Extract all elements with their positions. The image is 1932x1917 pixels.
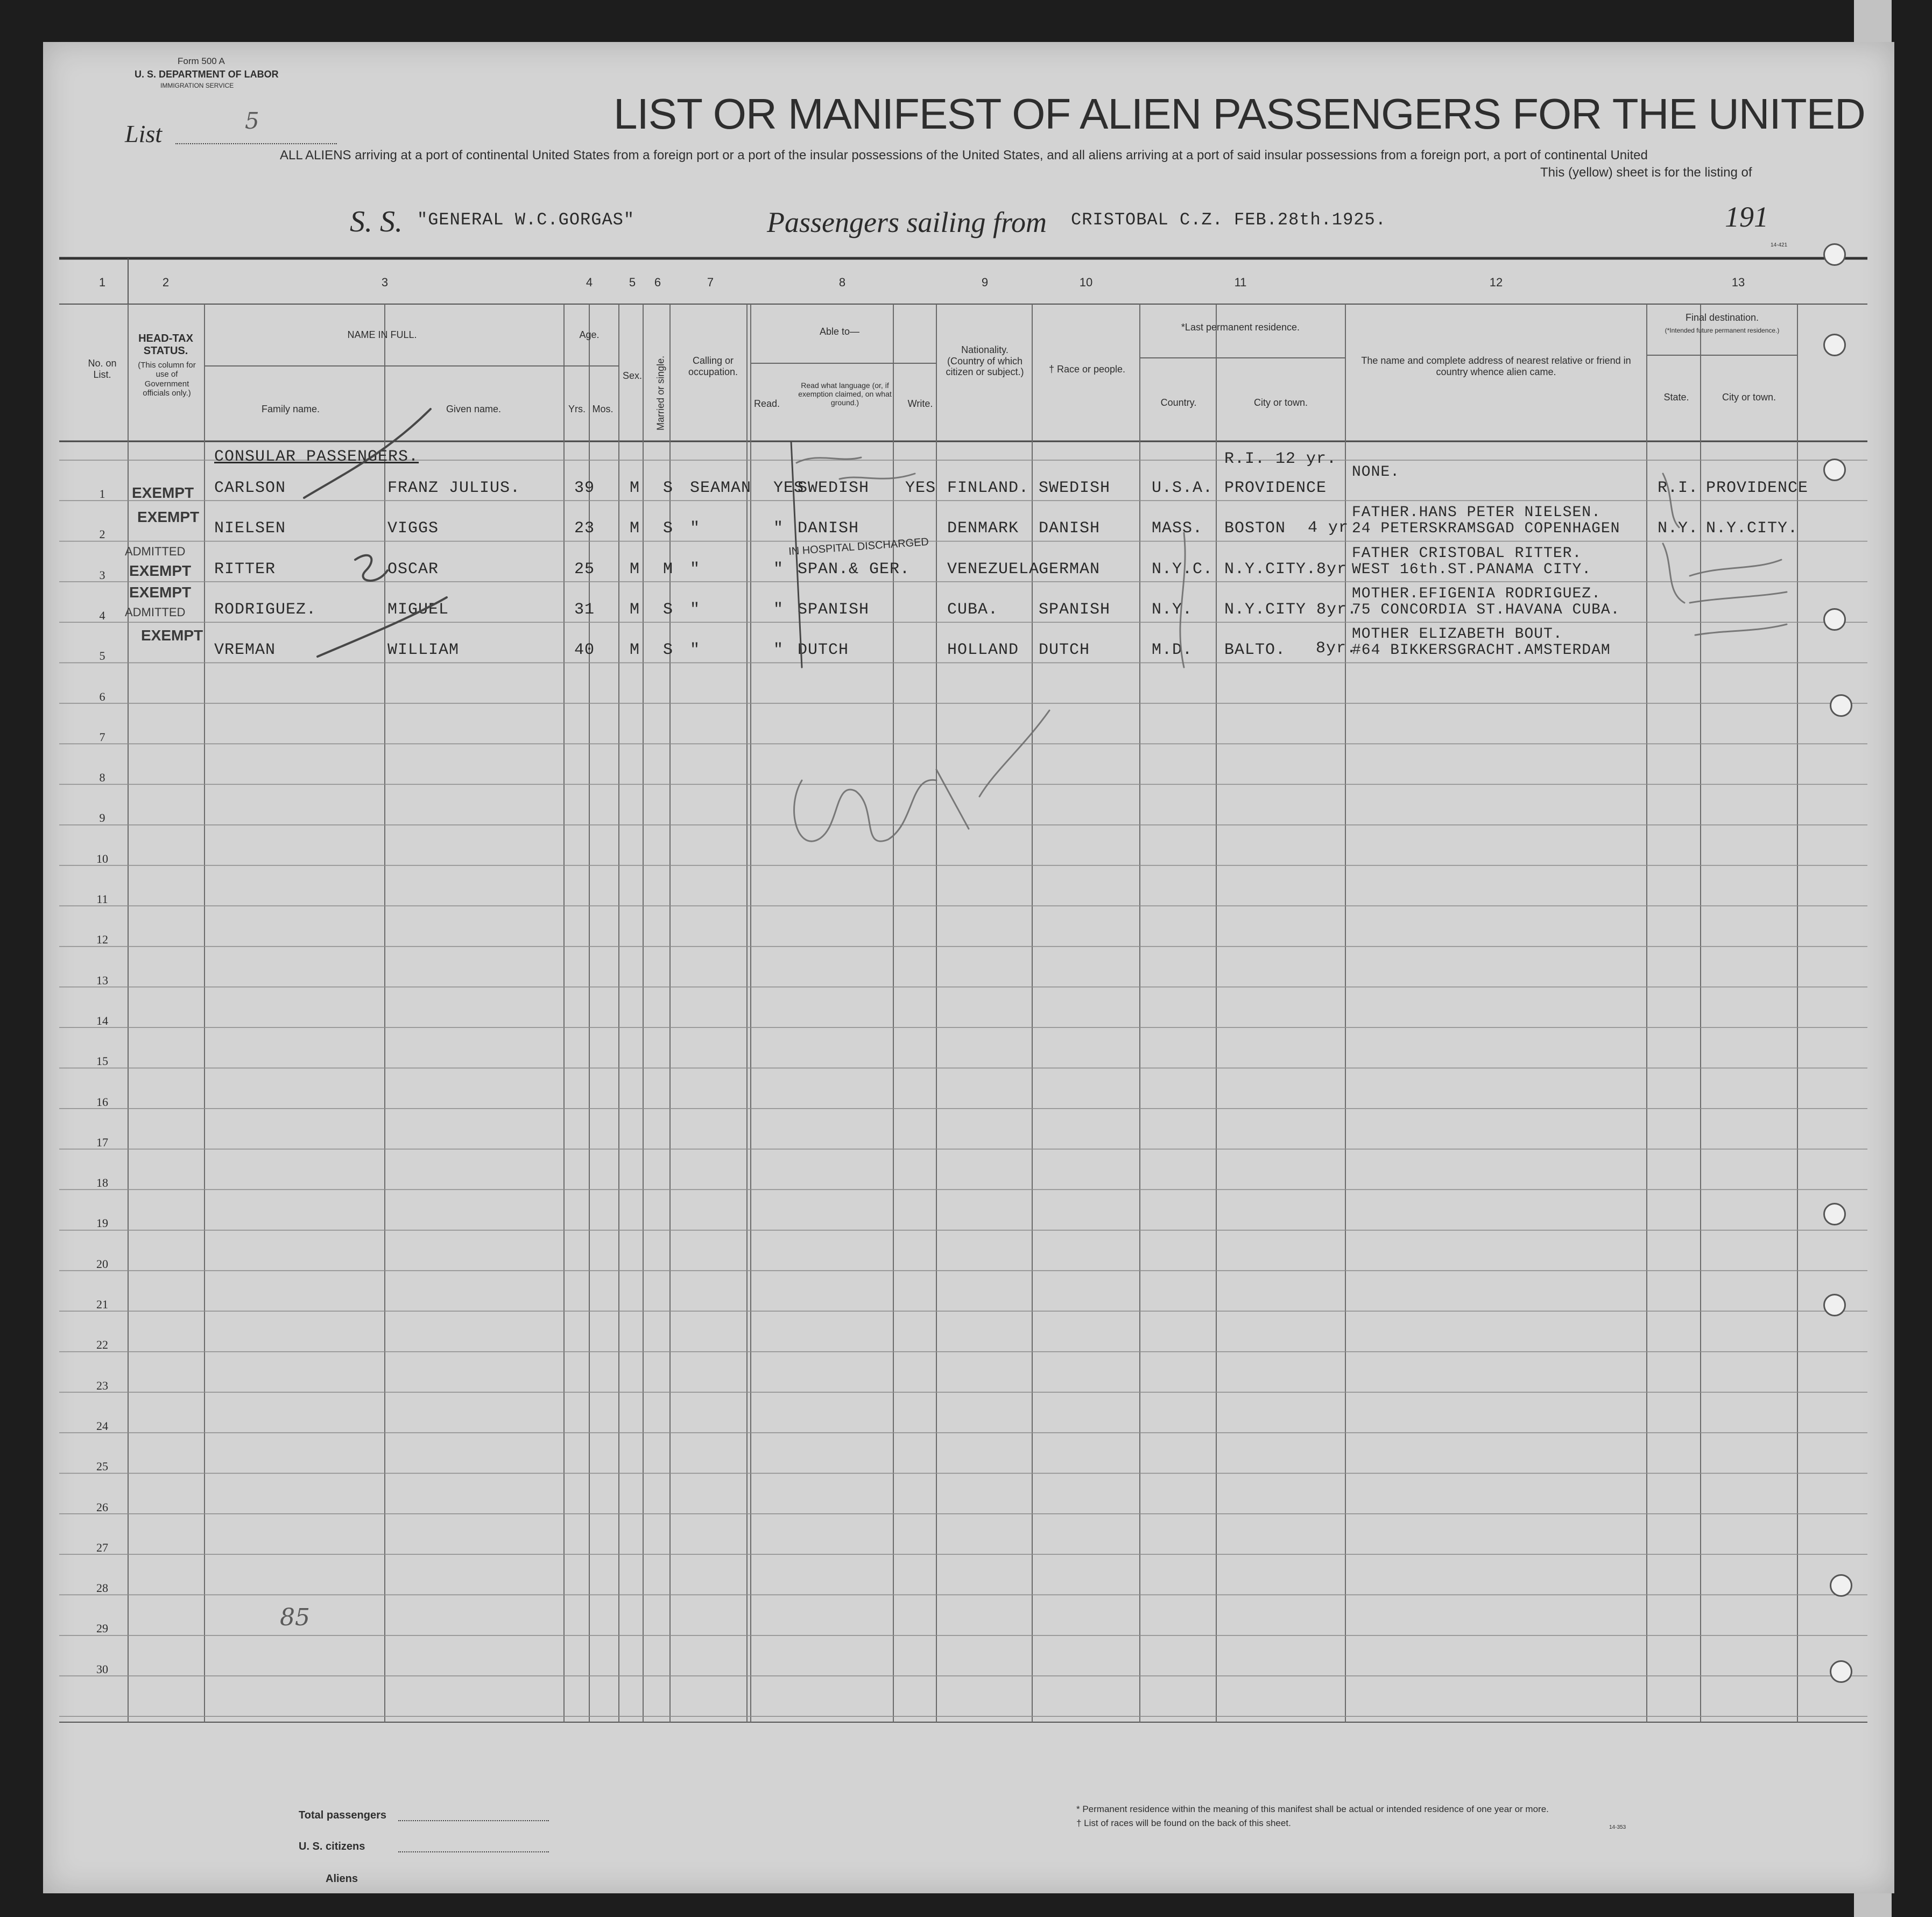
header-married: Married or single. [655,355,666,431]
header-head-tax-note: (This column for use of Government officials only.) [138,361,196,398]
hospital-note: IN HOSPITAL DISCHARGED [788,535,929,558]
form-number: Form 500 A [178,56,225,66]
status-stamp: EXEMPT [141,627,203,644]
passenger-dest-state: N.Y. [1658,519,1699,538]
residence-balto-yrs: 8yr. [1316,639,1357,658]
passenger-relative-address: WEST 16th.ST.PANAMA CITY. [1352,561,1592,578]
passenger-sex: M [630,519,640,538]
passenger-status: S [663,600,674,619]
footer-note-races: † List of races will be found on the back of this sheet. [1076,1818,1291,1828]
corner-code: 14-421 [1771,242,1788,248]
header-given-name: Given name. [446,404,502,414]
passenger-country: U.S.A. [1152,479,1214,497]
passenger-nationality: VENEZUELA [947,560,1040,579]
header-country: Country. [1160,397,1197,408]
passenger-occupation: " [690,641,701,660]
passenger-race: DANISH [1039,519,1101,538]
row-number: 7 [99,730,105,744]
header-city: City or town. [1253,397,1308,408]
bracket-line [791,441,802,667]
status-stamp: ADMITTED [125,545,186,558]
passenger-status: M [663,560,674,579]
header-calling: Calling or occupation. [688,355,738,377]
column-number: 9 [981,276,989,289]
passenger-read: " [773,519,784,538]
footer-us-citizens: U. S. citizens [299,1841,365,1852]
header-age: Age. [579,329,600,340]
header-final-note: (*Intended future permanent residence.) [1665,327,1780,334]
passenger-language: SPAN.& GER. [798,560,911,579]
status-stamp: EXEMPT [137,509,200,525]
passenger-city: N.Y.CITY.8yr [1224,560,1348,579]
header-read-language: Read what language (or, if exemption claimed, on what ground.) [798,381,892,407]
passenger-nationality: FINLAND. [947,479,1030,497]
residence-boston-yrs: 4 yr [1308,519,1349,537]
passenger-family: NIELSEN [214,519,286,538]
service: IMMIGRATION SERVICE [160,82,234,89]
passenger-city: BALTO. [1224,641,1286,660]
passenger-relative-name: FATHER CRISTOBAL RITTER. [1352,545,1582,562]
footer-aliens: Aliens [326,1873,358,1885]
header-name-in-full: NAME IN FULL. [347,329,417,340]
header-mos: Mos. [592,404,614,414]
sailing-from: CRISTOBAL C.Z. FEB.28th.1925. [1071,210,1386,230]
passenger-occupation: " [690,519,701,538]
header-read: Read. [753,398,780,409]
passenger-relative-name: NONE. [1352,464,1400,481]
row-number: 12 [96,933,108,947]
passenger-relative-name: MOTHER.EFIGENIA RODRIGUEZ. [1352,585,1601,602]
column-number: 5 [629,276,636,289]
passenger-occupation: " [690,560,701,579]
passenger-country: M.D. [1152,641,1193,660]
footer-citizens-line [398,1851,549,1852]
column-number: 8 [838,276,846,289]
header-race: † Race or people. [1048,364,1126,375]
document-title: LIST OR MANIFEST OF ALIEN PASSENGERS FOR THE UNITED [614,90,1865,138]
header-last-residence: *Last permanent residence. [1181,322,1300,333]
residence-scrawl [1180,533,1185,667]
header-head-tax: HEAD-TAX STATUS. [138,333,193,357]
column-number: 6 [654,276,661,289]
row-number: 30 [96,1662,108,1676]
passenger-read: " [773,641,784,660]
passenger-language: DUTCH [798,641,849,660]
passenger-read: YES [773,479,805,497]
passenger-dest-state: R.I. [1658,479,1699,497]
column-number: 13 [1731,276,1745,289]
passenger-relative-address: #64 BIKKERSGRACHT.AMSTERDAM [1352,642,1611,659]
passenger-relative-address: 24 PETERSKRAMSGAD COPENHAGEN [1352,520,1620,538]
row-number: 19 [96,1216,108,1230]
passenger-age: 40 [574,641,595,660]
passenger-sex: M [630,479,640,497]
passenger-dest-city: PROVIDENCE [1706,479,1809,497]
check-mark-3 [318,597,447,657]
row-number: 26 [96,1500,108,1514]
column-number: 2 [162,276,170,289]
header-yrs: Yrs. [568,404,586,414]
row-number: 14 [96,1013,108,1027]
passenger-status: S [663,519,674,538]
passenger-read: " [773,560,784,579]
row-number: 20 [96,1257,108,1271]
row-number: 1 [99,487,105,501]
passenger-race: GERMAN [1039,560,1101,579]
row-number: 5 [99,649,105,663]
row-number: 22 [96,1338,108,1352]
binder-hole [1823,1203,1846,1225]
margin-scrawl [796,457,915,479]
row-number: 10 [96,851,108,865]
passenger-race: SPANISH [1039,600,1111,619]
passenger-family: RITTER [214,560,276,579]
residence-ri-12yr: R.I. 12 yr. [1224,450,1337,468]
passenger-age: 23 [574,519,595,538]
passenger-country: N.Y.C. [1152,560,1214,579]
binder-hole [1823,1294,1846,1316]
passenger-sex: M [630,641,640,660]
passenger-occupation: SEAMAN [690,479,752,497]
column-number: 1 [98,276,106,289]
passenger-language: SPANISH [798,600,870,619]
row-number: 21 [96,1298,108,1311]
passenger-age: 39 [574,479,595,497]
row-number: 18 [96,1176,108,1190]
passenger-relative-name: MOTHER ELIZABETH BOUT. [1352,626,1563,643]
footer-code: 14-353 [1609,1824,1626,1830]
passenger-occupation: " [690,600,701,619]
year-prefix: 191 [1725,201,1768,233]
header-sex: Sex. [622,370,643,381]
binder-hole [1823,243,1846,266]
passenger-country: MASS. [1152,519,1203,538]
passenger-given: FRANZ JULIUS. [387,479,521,497]
passenger-given: MIGUEL [387,600,449,619]
passenger-given: WILLIAM [387,641,460,660]
row-number: 24 [96,1419,108,1433]
status-stamp: EXEMPT [132,484,194,501]
status-stamp: ADMITTED [125,605,186,619]
passenger-status: S [663,479,674,497]
row-number: 13 [96,973,108,987]
passenger-nationality: HOLLAND [947,641,1019,660]
passenger-city: BOSTON [1224,519,1286,538]
passenger-language: DANISH [798,519,859,538]
column-number: 4 [586,276,593,289]
row-number: 6 [99,689,105,703]
row-number: 25 [96,1460,108,1474]
passenger-read: " [773,600,784,619]
header-final-destination: Final destination. [1685,312,1759,323]
passenger-relative-address: 75 CONCORDIA ST.HAVANA CUBA. [1352,601,1620,618]
passenger-city: PROVIDENCE [1224,479,1327,497]
binder-hole [1823,334,1846,356]
check-mark-1 [304,409,431,498]
sailing-label: Passengers sailing from [767,206,1047,238]
binder-hole [1830,1660,1852,1683]
footer-total-passengers: Total passengers [299,1809,387,1821]
column-number: 7 [707,276,714,289]
list-label: List [125,120,163,147]
page-mark: 85 [280,1604,310,1631]
row-number: 17 [96,1135,108,1149]
header-relative: The name and complete address of nearest relative or friend in country whence alien came. [1361,355,1631,377]
passenger-sex: M [630,560,640,579]
passenger-language: SWEDISH [798,479,870,497]
ss-label: S. S. [350,205,403,238]
list-number: 5 [245,108,259,134]
signature-strokes [936,710,1049,829]
row-number: 23 [96,1378,108,1392]
passenger-family: VREMAN [214,641,276,660]
passenger-family: RODRIGUEZ. [214,600,317,619]
passenger-status: S [663,641,674,660]
row-number: 9 [99,811,105,825]
row-number: 27 [96,1540,108,1554]
row-number: 16 [96,1095,108,1109]
header-write: Write. [907,398,933,409]
passenger-given: OSCAR [387,560,439,579]
header-state: State. [1663,392,1689,403]
column-number: 12 [1489,276,1503,289]
passenger-write: YES [905,479,936,497]
passenger-race: DUTCH [1039,641,1090,660]
footer-total-line [398,1820,549,1821]
row-number: 2 [99,527,105,541]
destination-scrawl [1663,474,1787,635]
passenger-sex: M [630,600,640,619]
passenger-nationality: CUBA. [947,600,999,619]
header-able-to: Able to— [819,326,860,337]
column-number: 10 [1079,276,1093,289]
section-label: CONSULAR PASSENGERS. [214,448,419,466]
passenger-family: CARLSON [214,479,286,497]
header-family-name: Family name. [261,404,320,414]
passenger-age: 25 [574,560,595,579]
header-dest-city: City or town. [1722,392,1776,403]
passenger-dest-city: N.Y.CITY. [1706,519,1799,538]
column-number: 11 [1234,276,1247,289]
footer-note-residence: * Permanent residence within the meaning of this manifest shall be actual or intended residence of one year or more. [1076,1804,1549,1814]
status-stamp: EXEMPT [129,562,192,579]
signature-scrawl [794,780,936,841]
passenger-race: SWEDISH [1039,479,1111,497]
ship-name: "GENERAL W.C.GORGAS" [417,210,635,230]
binder-hole [1823,459,1846,481]
header-no-on-list: No. on List. [88,358,117,380]
row-number: 28 [96,1581,108,1595]
passenger-relative-name: FATHER.HANS PETER NIELSEN. [1352,504,1601,521]
passenger-country: N.Y. [1152,600,1193,619]
header-nationality: Nationality. (Country of which citizen or subject.) [946,344,1024,378]
binder-hole [1830,694,1852,717]
row-number: 15 [96,1054,108,1068]
row-number: 3 [99,568,105,582]
status-stamp: EXEMPT [129,584,192,601]
check-mark-2 [355,555,387,581]
passenger-age: 31 [574,600,595,619]
row-number: 4 [99,608,105,622]
passenger-nationality: DENMARK [947,519,1019,538]
row-number: 8 [99,771,105,785]
row-number: 29 [96,1622,108,1636]
binder-hole [1823,608,1846,631]
department: U. S. DEPARTMENT OF LABOR [135,69,279,80]
column-number: 3 [381,276,389,289]
passenger-city: N.Y.CITY 8yr. [1224,600,1358,619]
subtitle-line-1: ALL ALIENS arriving at a port of continental United States from a foreign port or a port of the insular possessions of the United States, and all aliens arriving at a port of said insular possessions from a foreign port, a port of continental United [280,148,1648,163]
subtitle-line-2: This (yellow) sheet is for the listing of [1540,165,1752,180]
row-number: 11 [96,892,108,906]
passenger-given: VIGGS [387,519,439,538]
binder-hole [1830,1574,1852,1597]
